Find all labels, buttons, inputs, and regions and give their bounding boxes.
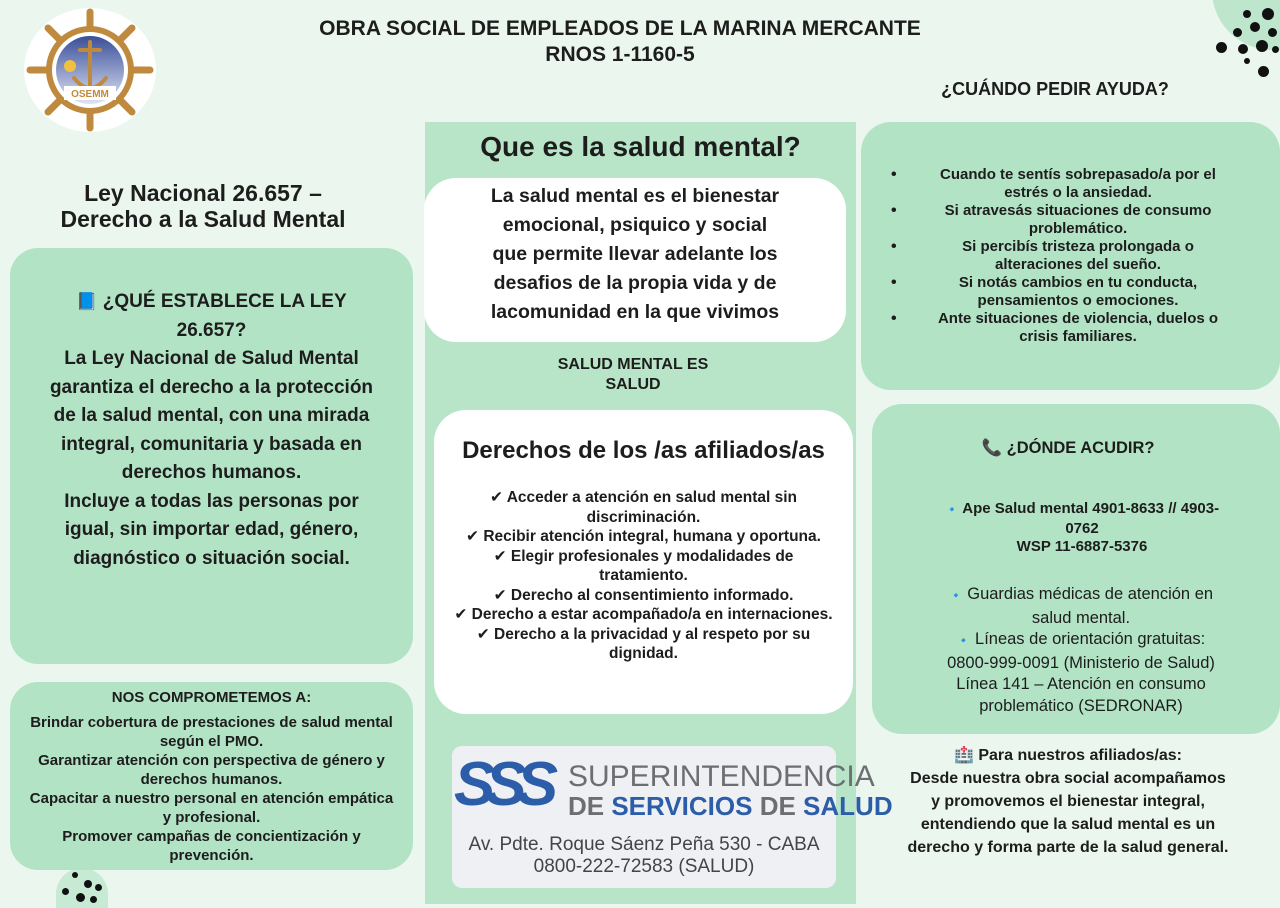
- when-item: • Si percibís tristeza prolongada o alteraciones del sueño.: [921, 238, 1235, 274]
- header-title: OBRA SOCIAL DE EMPLEADOS DE LA MARINA MERCANTE: [319, 17, 921, 40]
- commitment-line: Brindar cobertura de prestaciones de salud mental: [30, 714, 393, 731]
- logo-text: OSEMM: [71, 89, 109, 100]
- commitment-line: Capacitar a nuestro personal en atención empática: [29, 790, 394, 807]
- ape-line-1: Ape Salud mental 4901-8633 // 4903-: [962, 500, 1220, 517]
- when-item: • Si notás cambios en tu conducta, pensamientos o emociones.: [921, 274, 1235, 310]
- when-item: • Ante situaciones de violencia, duelos o crisis familiares.: [921, 310, 1235, 346]
- rights-item: ✔ Derecho al consentimiento informado.: [493, 586, 794, 604]
- tagline-line-2: SALUD: [605, 376, 661, 393]
- commitment-line: Garantizar atención con perspectiva de género y: [38, 752, 385, 769]
- when-title: ¿CUÁNDO PEDIR AYUDA?: [941, 79, 1169, 99]
- ape-contact: [922, 500, 1242, 557]
- commitments-card: [10, 682, 413, 870]
- when-card: [861, 122, 1280, 390]
- law-card-line: diagnóstico o situación social.: [73, 547, 350, 569]
- commitments-heading: NOS COMPROMETEMOS A:: [111, 689, 312, 706]
- members-line: derecho y forma parte de la salud general.: [907, 839, 1229, 856]
- commitment-line: derechos humanos.: [140, 771, 283, 788]
- members-line: y promovemos el bienestar integral,: [931, 793, 1205, 810]
- phone-icon: 📞: [981, 439, 1003, 457]
- mental-health-title: Que es la salud mental?: [480, 131, 801, 162]
- sss-servicios: SERVICIOS: [611, 791, 753, 821]
- book-icon: 📘: [76, 292, 98, 311]
- ship-wheel-anchor-icon: [24, 8, 156, 132]
- sss-logo-mark: SSS: [454, 750, 549, 819]
- law-card-line: Incluye a todas las personas por: [64, 490, 359, 512]
- where-line: Línea 141 – Atención en consumo: [956, 675, 1206, 693]
- ape-line-3: WSP 11-6887-5376: [1016, 538, 1148, 555]
- law-title-line-2: Derecho a la Salud Mental: [60, 206, 346, 232]
- commitments-content: [10, 688, 413, 865]
- rights-list: [424, 488, 863, 664]
- ape-line-2: 0762: [1065, 519, 1099, 537]
- header-rnos: RNOS 1-1160-5: [545, 43, 695, 66]
- where-line: Guardias médicas de atención en: [967, 585, 1214, 603]
- law-card: [10, 248, 413, 664]
- page-header: [300, 16, 940, 68]
- diamond-icon: 🔹: [948, 590, 963, 602]
- rights-item: ✔ Acceder a atención en salud mental sin: [489, 489, 797, 506]
- law-card-content: [30, 288, 393, 573]
- definition-line: desafios de la propia vida y de: [493, 272, 777, 294]
- where-line: salud mental.: [1031, 608, 1131, 627]
- rights-item: tratamiento.: [599, 567, 688, 584]
- sss-salud: SALUD: [803, 791, 893, 821]
- law-card-heading-2: 26.657?: [176, 319, 247, 341]
- law-card-line: derechos humanos.: [121, 462, 302, 483]
- where-list: [872, 584, 1280, 717]
- rights-item: ✔ Derecho a la privacidad y al respeto por su: [476, 625, 811, 643]
- law-card-heading: [30, 288, 393, 317]
- where-title: [872, 438, 1264, 458]
- sss-name-line-1: SUPERINTENDENCIA: [568, 760, 875, 793]
- law-title: [20, 180, 386, 232]
- law-card-line: integral, comunitaria y basada en: [61, 433, 362, 455]
- commitment-line: según el PMO.: [159, 733, 264, 750]
- when-item: • Si atravesás situaciones de consumo problemático.: [921, 202, 1235, 238]
- members-title: [880, 744, 1256, 767]
- where-line: problemático (SEDRONAR): [979, 696, 1183, 715]
- members-line: Desde nuestra obra social acompañamos: [910, 770, 1226, 787]
- sss-name-line-2: [568, 792, 893, 820]
- rights-item: ✔ Derecho a estar acompañado/a en internaciones.: [454, 606, 833, 623]
- sss-de-2: DE: [752, 791, 804, 821]
- commitment-line: Promover campañas de concientización y: [62, 828, 361, 845]
- where-line: Líneas de orientación gratuitas:: [975, 630, 1206, 648]
- diamond-icon: 🔹: [956, 635, 971, 647]
- law-card-line: garantiza el derecho a la protección: [49, 376, 374, 398]
- law-card-heading-1: ¿QUÉ ESTABLECE LA LEY: [102, 291, 347, 312]
- rights-item: discriminación.: [586, 508, 701, 526]
- tagline: [533, 355, 733, 395]
- osemm-logo: [24, 8, 156, 132]
- members-line: entendiendo que la salud mental es un: [920, 816, 1216, 833]
- law-card-line: de la salud mental, con una mirada: [53, 405, 370, 426]
- rights-item: dignidad.: [609, 645, 678, 662]
- rights-item: ✔ Elegir profesionales y modalidades de: [493, 547, 794, 565]
- where-title-text: ¿DÓNDE ACUDIR?: [1006, 439, 1155, 457]
- where-line: 0800-999-0091 (Ministerio de Salud): [947, 653, 1215, 672]
- where-card: [872, 404, 1280, 734]
- members-title-text: Para nuestros afiliados/as:: [978, 747, 1182, 764]
- definition-line: que permite llevar adelante los: [492, 243, 778, 265]
- rights-card: [434, 410, 853, 714]
- sss-de-1: DE: [568, 791, 612, 821]
- when-list: [921, 166, 1235, 346]
- rights-title: Derechos de los /as afiliados/as: [462, 437, 825, 464]
- when-item: • Cuando te sentís sobrepasado/a por el estrés o la ansiedad.: [921, 166, 1235, 202]
- hospital-icon: 🏥: [953, 747, 974, 764]
- diamond-icon: 🔹: [944, 504, 959, 516]
- definition-text: [424, 182, 846, 327]
- law-card-line: igual, sin importar edad, género,: [64, 519, 359, 540]
- tagline-line-1: SALUD MENTAL ES: [557, 356, 709, 373]
- members-section: [880, 744, 1256, 859]
- definition-line: emocional, psiquico y social: [502, 214, 768, 236]
- definition-line: La salud mental es el bienestar: [490, 185, 780, 207]
- sss-address: Av. Pdte. Roque Sáenz Peña 530 - CABA: [468, 834, 820, 855]
- sss-phone: 0800-222-72583 (SALUD): [533, 856, 755, 877]
- definition-line: lacomunidad en la que vivimos: [490, 301, 780, 323]
- law-card-line: La Ley Nacional de Salud Mental: [64, 348, 359, 369]
- rights-item: ✔ Recibir atención integral, humana y oportuna.: [466, 528, 821, 545]
- commitment-line: prevención.: [169, 847, 254, 864]
- law-title-line-1: Ley Nacional 26.657 –: [84, 180, 322, 206]
- sss-banner: [452, 746, 893, 888]
- commitment-line: y profesional.: [162, 809, 261, 826]
- definition-card: [424, 178, 846, 342]
